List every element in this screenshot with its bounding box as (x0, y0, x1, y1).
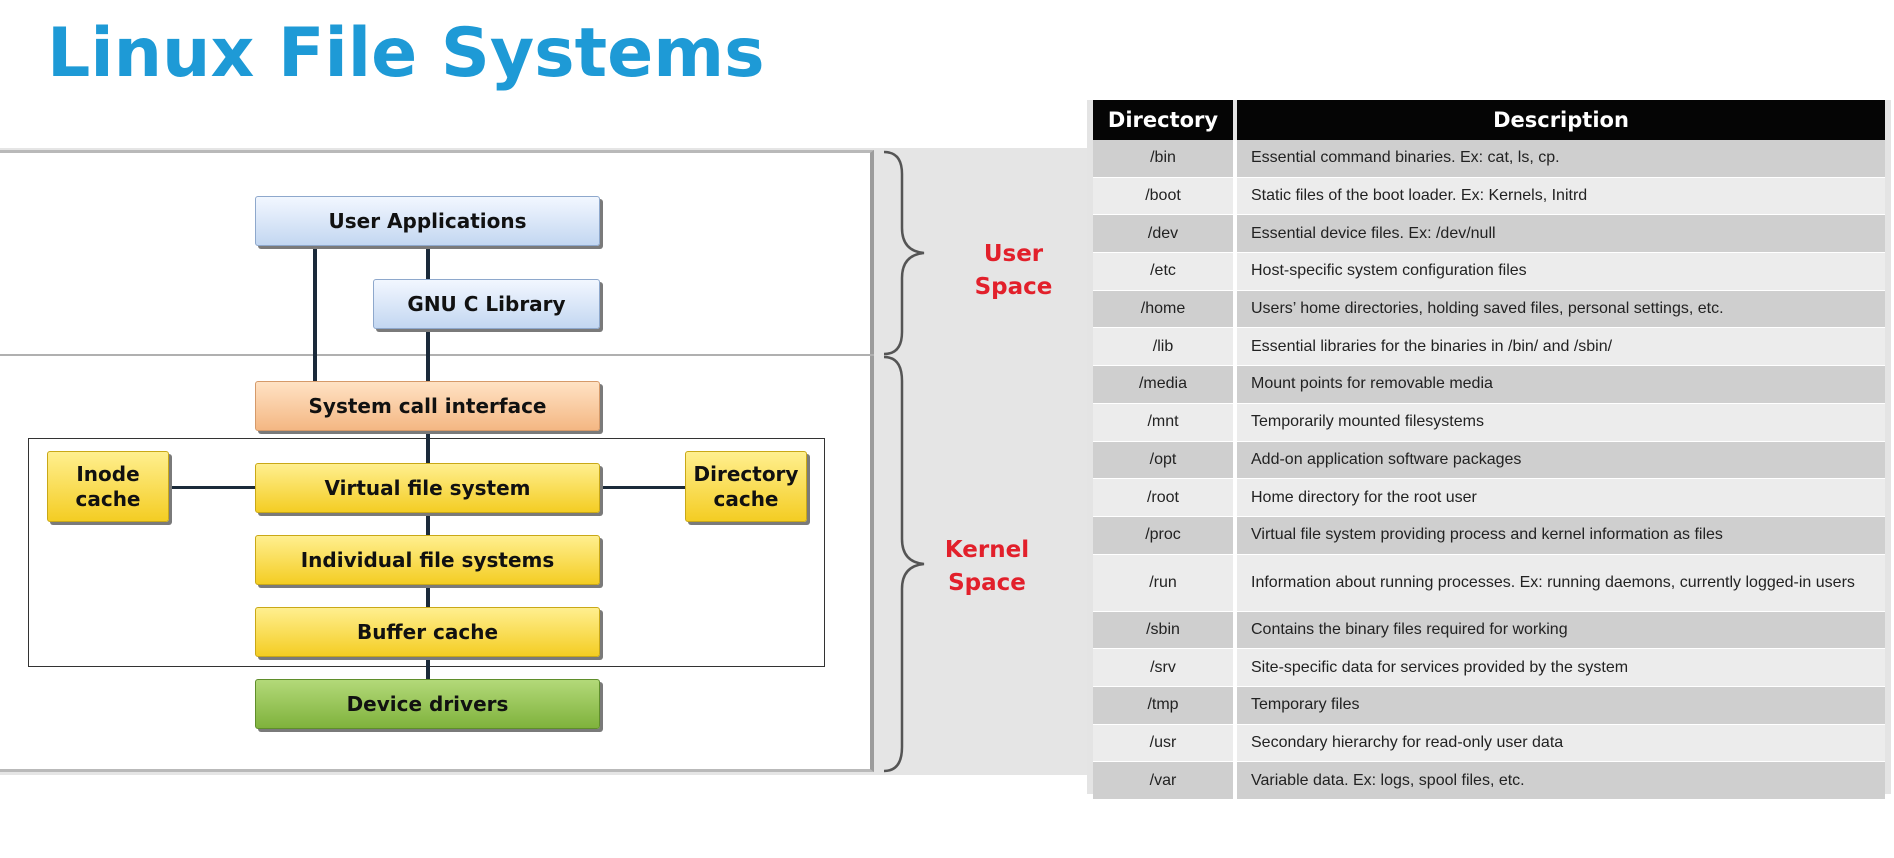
directory-cell: /sbin (1093, 611, 1235, 649)
description-cell: Temporary files (1235, 686, 1885, 724)
description-cell: Static files of the boot loader. Ex: Kernels, Initrd (1235, 177, 1885, 215)
directory-cell: /usr (1093, 724, 1235, 762)
table-row (1093, 479, 1885, 517)
table-row (1093, 686, 1885, 724)
directory-cell: /boot (1093, 177, 1235, 215)
description-cell: Essential command binaries. Ex: cat, ls, cp. (1235, 140, 1885, 177)
directory-cell: /run (1093, 554, 1235, 611)
description-cell: Essential libraries for the binaries in /bin/ and /sbin/ (1235, 328, 1885, 366)
description-cell: Home directory for the root user (1235, 479, 1885, 517)
table-row (1093, 290, 1885, 328)
description-cell: Add-on application software packages (1235, 441, 1885, 479)
description-cell: Users’ home directories, holding saved files, personal settings, etc. (1235, 290, 1885, 328)
table-row (1093, 611, 1885, 649)
table-row (1093, 177, 1885, 215)
table-header-row (1093, 100, 1885, 140)
table-row (1093, 762, 1885, 800)
connector-inode-vfs (168, 486, 256, 489)
gnu-c-library-box: GNU C Library (373, 279, 600, 329)
connector-vfs-directory (598, 486, 686, 489)
directory-cell: /lib (1093, 328, 1235, 366)
kernel-space-brace (880, 355, 940, 775)
description-cell: Essential device files. Ex: /dev/null (1235, 215, 1885, 253)
connector-userapps-glibc (426, 248, 430, 280)
directory-cell: /etc (1093, 253, 1235, 291)
system-call-interface-box: System call interface (255, 381, 600, 431)
table-row (1093, 724, 1885, 762)
directory-cell: /home (1093, 290, 1235, 328)
table-row (1093, 554, 1885, 611)
directory-cell: /root (1093, 479, 1235, 517)
directory-cell: /var (1093, 762, 1235, 800)
individual-file-systems-box: Individual file systems (255, 535, 600, 585)
table-row (1093, 215, 1885, 253)
description-column-header: Description (1235, 100, 1885, 140)
table-row (1093, 328, 1885, 366)
directory-cell: /opt (1093, 441, 1235, 479)
directory-cell: /media (1093, 366, 1235, 404)
directory-cell: /mnt (1093, 403, 1235, 441)
description-cell: Host-specific system configuration files (1235, 253, 1885, 291)
table-row (1093, 403, 1885, 441)
connector-userapps-syscall (313, 248, 317, 382)
description-cell: Site-specific data for services provided by the system (1235, 649, 1885, 687)
table-row (1093, 140, 1885, 177)
directory-table-panel (1087, 100, 1891, 794)
table-row (1093, 649, 1885, 687)
table-row (1093, 441, 1885, 479)
description-cell: Mount points for removable media (1235, 366, 1885, 404)
directory-cell: /tmp (1093, 686, 1235, 724)
description-cell: Variable data. Ex: logs, spool files, etc. (1235, 762, 1885, 800)
description-cell: Information about running processes. Ex: running daemons, currently logged-in users (1235, 554, 1885, 611)
kernel-space-label: Kernel Space (944, 537, 1030, 596)
directory-cell: /bin (1093, 140, 1235, 177)
directory-cell: /proc (1093, 516, 1235, 554)
user-space-label: User Space (974, 241, 1053, 300)
table-row (1093, 253, 1885, 291)
directory-cell: /srv (1093, 649, 1235, 687)
connector-glibc-syscall (426, 330, 430, 382)
directory-cache-box: Directory cache (685, 451, 807, 522)
directory-column-header: Directory (1093, 100, 1235, 140)
description-cell: Virtual file system providing process and kernel information as files (1235, 516, 1885, 554)
virtual-file-system-box: Virtual file system (255, 463, 600, 513)
device-drivers-box: Device drivers (255, 679, 600, 729)
directory-cell: /dev (1093, 215, 1235, 253)
directory-table (1093, 100, 1885, 800)
description-cell: Secondary hierarchy for read-only user data (1235, 724, 1885, 762)
inode-cache-box: Inode cache (47, 451, 169, 522)
user-kernel-separator (0, 354, 874, 356)
user-applications-box: User Applications (255, 196, 600, 246)
description-cell: Contains the binary files required for working (1235, 611, 1885, 649)
table-row (1093, 366, 1885, 404)
user-space-brace (880, 150, 940, 356)
description-cell: Temporarily mounted filesystems (1235, 403, 1885, 441)
connector-syscall-vfs (426, 430, 430, 466)
table-row (1093, 516, 1885, 554)
slide-title: Linux File Systems (47, 14, 765, 93)
buffer-cache-box: Buffer cache (255, 607, 600, 657)
